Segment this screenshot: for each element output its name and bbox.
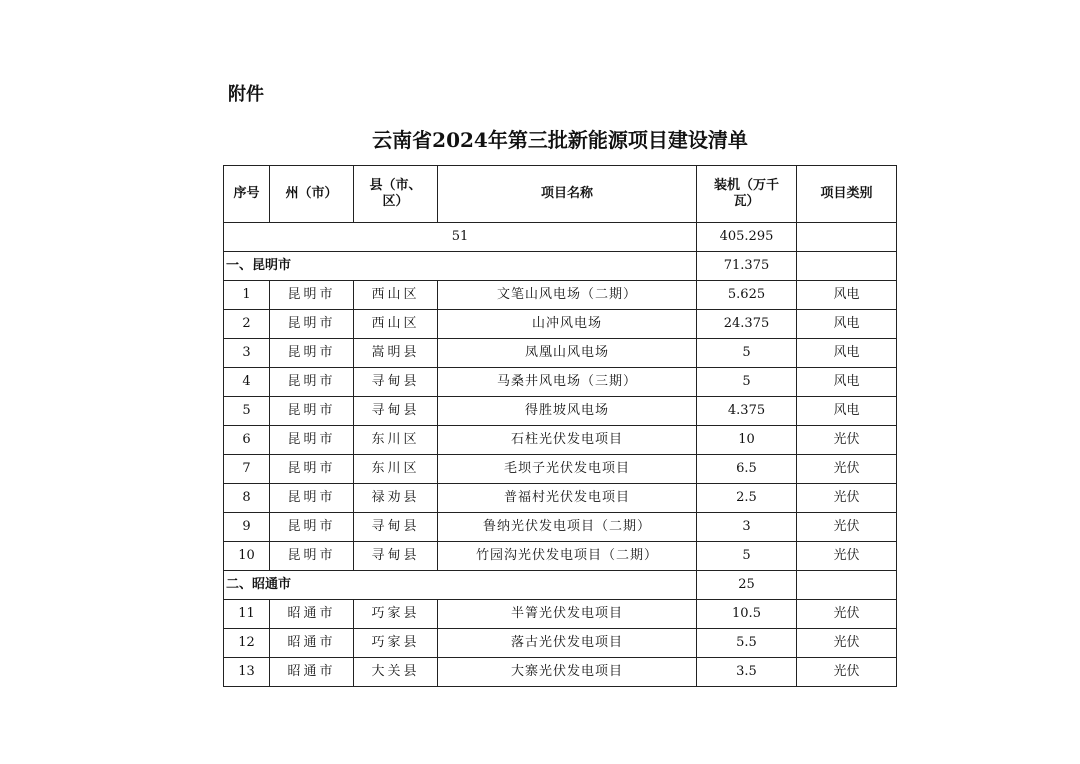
header-capacity: 装机（万千瓦） bbox=[697, 166, 797, 223]
row-project-name: 大寨光伏发电项目 bbox=[438, 658, 697, 687]
row-county: 东川区 bbox=[354, 426, 438, 455]
row-category: 风电 bbox=[797, 310, 897, 339]
row-seq: 8 bbox=[224, 484, 270, 513]
header-county: 县（市、区） bbox=[354, 166, 438, 223]
row-project-name: 半箐光伏发电项目 bbox=[438, 600, 697, 629]
row-capacity: 5 bbox=[697, 368, 797, 397]
row-county: 西山区 bbox=[354, 310, 438, 339]
row-county: 寻甸县 bbox=[354, 368, 438, 397]
row-county: 寻甸县 bbox=[354, 542, 438, 571]
row-prefecture: 昭通市 bbox=[270, 629, 354, 658]
row-seq: 6 bbox=[224, 426, 270, 455]
row-prefecture: 昭通市 bbox=[270, 600, 354, 629]
row-capacity: 5.5 bbox=[697, 629, 797, 658]
row-category: 光伏 bbox=[797, 426, 897, 455]
header-seq: 序号 bbox=[224, 166, 270, 223]
row-prefecture: 昆明市 bbox=[270, 281, 354, 310]
row-county: 西山区 bbox=[354, 281, 438, 310]
project-table bbox=[223, 165, 897, 687]
row-capacity: 10.5 bbox=[697, 600, 797, 629]
table-row bbox=[224, 629, 897, 658]
total-count: 51 bbox=[224, 223, 697, 252]
section-category bbox=[797, 252, 897, 281]
row-capacity: 5 bbox=[697, 339, 797, 368]
row-capacity: 5.625 bbox=[697, 281, 797, 310]
row-seq: 7 bbox=[224, 455, 270, 484]
section-category bbox=[797, 571, 897, 600]
row-category: 光伏 bbox=[797, 455, 897, 484]
section-capacity: 71.375 bbox=[697, 252, 797, 281]
row-project-name: 马桑井风电场（三期） bbox=[438, 368, 697, 397]
row-county: 寻甸县 bbox=[354, 397, 438, 426]
table-row bbox=[224, 426, 897, 455]
row-capacity: 6.5 bbox=[697, 455, 797, 484]
row-capacity: 10 bbox=[697, 426, 797, 455]
row-prefecture: 昆明市 bbox=[270, 484, 354, 513]
row-capacity: 2.5 bbox=[697, 484, 797, 513]
row-category: 风电 bbox=[797, 339, 897, 368]
total-category bbox=[797, 223, 897, 252]
row-seq: 13 bbox=[224, 658, 270, 687]
table-row bbox=[224, 513, 897, 542]
row-seq: 1 bbox=[224, 281, 270, 310]
table-row bbox=[224, 281, 897, 310]
row-project-name: 普福村光伏发电项目 bbox=[438, 484, 697, 513]
row-seq: 11 bbox=[224, 600, 270, 629]
table-row bbox=[224, 397, 897, 426]
row-project-name: 得胜坡风电场 bbox=[438, 397, 697, 426]
row-category: 风电 bbox=[797, 397, 897, 426]
row-capacity: 24.375 bbox=[697, 310, 797, 339]
row-seq: 9 bbox=[224, 513, 270, 542]
row-category: 光伏 bbox=[797, 484, 897, 513]
document-title: 云南省2024年第三批新能源项目建设清单 bbox=[372, 128, 748, 152]
row-county: 大关县 bbox=[354, 658, 438, 687]
row-category: 光伏 bbox=[797, 658, 897, 687]
row-county: 东川区 bbox=[354, 455, 438, 484]
row-project-name: 文笔山风电场（二期） bbox=[438, 281, 697, 310]
table-row bbox=[224, 658, 897, 687]
table-row bbox=[224, 339, 897, 368]
row-category: 光伏 bbox=[797, 542, 897, 571]
row-capacity: 5 bbox=[697, 542, 797, 571]
row-project-name: 竹园沟光伏发电项目（二期） bbox=[438, 542, 697, 571]
row-capacity: 3.5 bbox=[697, 658, 797, 687]
section-label: 二、昭通市 bbox=[224, 571, 697, 600]
header-project-name: 项目名称 bbox=[438, 166, 697, 223]
row-prefecture: 昭通市 bbox=[270, 658, 354, 687]
row-seq: 2 bbox=[224, 310, 270, 339]
row-category: 风电 bbox=[797, 368, 897, 397]
total-capacity: 405.295 bbox=[697, 223, 797, 252]
section-capacity: 25 bbox=[697, 571, 797, 600]
row-project-name: 凤凰山风电场 bbox=[438, 339, 697, 368]
row-capacity: 3 bbox=[697, 513, 797, 542]
row-prefecture: 昆明市 bbox=[270, 397, 354, 426]
table-row bbox=[224, 368, 897, 397]
table-row bbox=[224, 542, 897, 571]
row-category: 风电 bbox=[797, 281, 897, 310]
row-project-name: 毛坝子光伏发电项目 bbox=[438, 455, 697, 484]
row-county: 巧家县 bbox=[354, 600, 438, 629]
section-row bbox=[224, 571, 897, 600]
row-project-name: 石柱光伏发电项目 bbox=[438, 426, 697, 455]
table-row bbox=[224, 455, 897, 484]
row-capacity: 4.375 bbox=[697, 397, 797, 426]
row-prefecture: 昆明市 bbox=[270, 368, 354, 397]
row-county: 嵩明县 bbox=[354, 339, 438, 368]
table-row bbox=[224, 600, 897, 629]
row-prefecture: 昆明市 bbox=[270, 426, 354, 455]
row-prefecture: 昆明市 bbox=[270, 455, 354, 484]
table-body bbox=[224, 223, 897, 687]
row-seq: 3 bbox=[224, 339, 270, 368]
row-category: 光伏 bbox=[797, 629, 897, 658]
row-seq: 4 bbox=[224, 368, 270, 397]
header-category: 项目类别 bbox=[797, 166, 897, 223]
row-county: 巧家县 bbox=[354, 629, 438, 658]
table-row bbox=[224, 310, 897, 339]
header-prefecture: 州（市） bbox=[270, 166, 354, 223]
row-category: 光伏 bbox=[797, 600, 897, 629]
table-row bbox=[224, 484, 897, 513]
section-label: 一、昆明市 bbox=[224, 252, 697, 281]
row-county: 禄劝县 bbox=[354, 484, 438, 513]
row-project-name: 山冲风电场 bbox=[438, 310, 697, 339]
row-prefecture: 昆明市 bbox=[270, 339, 354, 368]
row-category: 光伏 bbox=[797, 513, 897, 542]
row-seq: 5 bbox=[224, 397, 270, 426]
row-prefecture: 昆明市 bbox=[270, 513, 354, 542]
table-header-row bbox=[224, 166, 897, 223]
row-project-name: 落古光伏发电项目 bbox=[438, 629, 697, 658]
row-prefecture: 昆明市 bbox=[270, 310, 354, 339]
row-county: 寻甸县 bbox=[354, 513, 438, 542]
row-seq: 10 bbox=[224, 542, 270, 571]
total-row bbox=[224, 223, 897, 252]
attachment-label: 附件 bbox=[228, 84, 264, 105]
section-row bbox=[224, 252, 897, 281]
row-seq: 12 bbox=[224, 629, 270, 658]
row-project-name: 鲁纳光伏发电项目（二期） bbox=[438, 513, 697, 542]
row-prefecture: 昆明市 bbox=[270, 542, 354, 571]
